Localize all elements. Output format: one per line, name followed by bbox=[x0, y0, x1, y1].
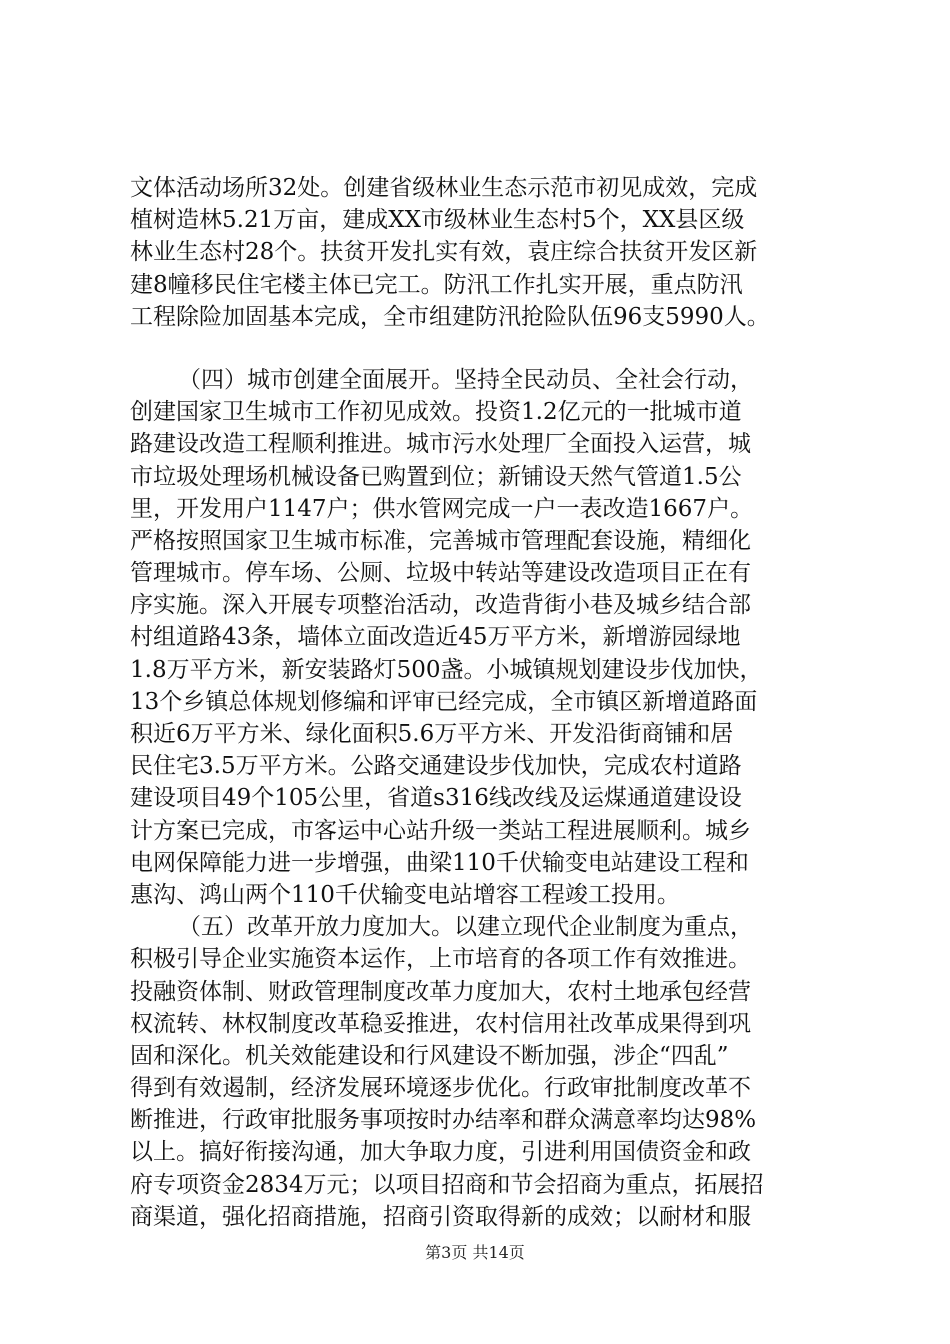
text-line: 林业生态村28个。扶贫开发扎实有效，袁庄综合扶贫开发区新 bbox=[130, 239, 758, 266]
text-line: 1.8万平方米，新安装路灯500盏。小城镇规划建设步伐加快， bbox=[130, 656, 763, 683]
paragraph-3 bbox=[130, 911, 825, 1233]
text-line: 以上。搞好衔接沟通，加大争取力度，引进利用国债资金和政 bbox=[130, 1139, 751, 1166]
text-line: 府专项资金2834万元；以项目招商和节会招商为重点，拓展招 bbox=[130, 1171, 764, 1198]
text-line: 惠沟、鸿山两个110千伏输变电站增容工程竣工投用。 bbox=[130, 881, 680, 908]
text-line: 13个乡镇总体规划修编和评审已经完成，全市镇区新增道路面 bbox=[130, 688, 758, 715]
text-line: 商渠道，强化招商措施，招商引资取得新的成效；以耐材和服 bbox=[130, 1203, 751, 1230]
text-line: 工程除险加固基本完成，全市组建防汛抢险队伍96支5990人。 bbox=[130, 303, 770, 330]
paragraph-2 bbox=[130, 364, 825, 911]
text-line: 管理城市。停车场、公厕、垃圾中转站等建设改造项目正在有 bbox=[130, 560, 751, 587]
text-line: 序实施。深入开展专项整治活动，改造背街小巷及城乡结合部 bbox=[130, 592, 751, 619]
text-line: 路建设改造工程顺利推进。城市污水处理厂全面投入运营，城 bbox=[130, 431, 751, 458]
text-line: 电网保障能力进一步增强，曲梁110千伏输变电站建设工程和 bbox=[130, 849, 749, 876]
text-line: （四）城市创建全面展开。坚持全民动员、全社会行动， bbox=[178, 366, 753, 393]
text-line: 市垃圾处理场机械设备已购置到位；新铺设天然气管道1.5公 bbox=[130, 463, 742, 490]
text-line: 得到有效遏制，经济发展环境逐步优化。行政审批制度改革不 bbox=[130, 1075, 751, 1102]
text-line: 积近6万平方米、绿化面积5.6万平方米、开发沿街商铺和居 bbox=[130, 721, 734, 747]
text-line: 建设项目49个105公里，省道s316线改线及运煤通道建设设 bbox=[130, 785, 742, 812]
text-line: 积极引导企业实施资本运作，上市培育的各项工作有效推进。 bbox=[130, 946, 751, 973]
text-line: 严格按照国家卫生城市标准，完善城市管理配套设施，精细化 bbox=[130, 527, 751, 554]
text-line: 民住宅3.5万平方米。公路交通建设步伐加快，完成农村道路 bbox=[130, 753, 742, 780]
text-line: （五）改革开放力度加大。以建立现代企业制度为重点， bbox=[178, 914, 753, 941]
text-line: 村组道路43条，墙体立面改造近45万平方米，新增游园绿地 bbox=[130, 624, 741, 651]
text-line: 建8幢移民住宅楼主体已完工。防汛工作扎实开展，重点防汛 bbox=[130, 271, 743, 298]
paragraph-1 bbox=[130, 172, 825, 333]
document-body bbox=[130, 172, 825, 1233]
text-line: 断推进，行政审批服务事项按时办结率和群众满意率均达98% bbox=[130, 1107, 757, 1134]
paragraph-gap bbox=[130, 333, 825, 364]
text-line: 创建国家卫生城市工作初见成效。投资1.2亿元的一批城市道 bbox=[130, 399, 742, 426]
text-line: 植树造林5.21万亩，建成XX市级林业生态村5个，XX县区级 bbox=[130, 207, 745, 234]
page-footer: 第3页 共14页 bbox=[425, 1243, 525, 1262]
text-line: 里，开发用户1147户；供水管网完成一户一表改造1667户。 bbox=[130, 495, 754, 522]
text-line: 计方案已完成，市客运中心站升级一类站工程进展顺利。城乡 bbox=[130, 817, 751, 844]
text-line: 权流转、林权制度改革稳妥推进，农村信用社改革成果得到巩 bbox=[130, 1010, 751, 1037]
text-line: 投融资体制、财政管理制度改革力度加大，农村土地承包经营 bbox=[130, 978, 751, 1005]
text-line: 固和深化。机关效能建设和行风建设不断加强，涉企“四乱” bbox=[130, 1042, 729, 1069]
text-line: 文体活动场所32处。创建省级林业生态示范市初见成效，完成 bbox=[130, 175, 758, 201]
